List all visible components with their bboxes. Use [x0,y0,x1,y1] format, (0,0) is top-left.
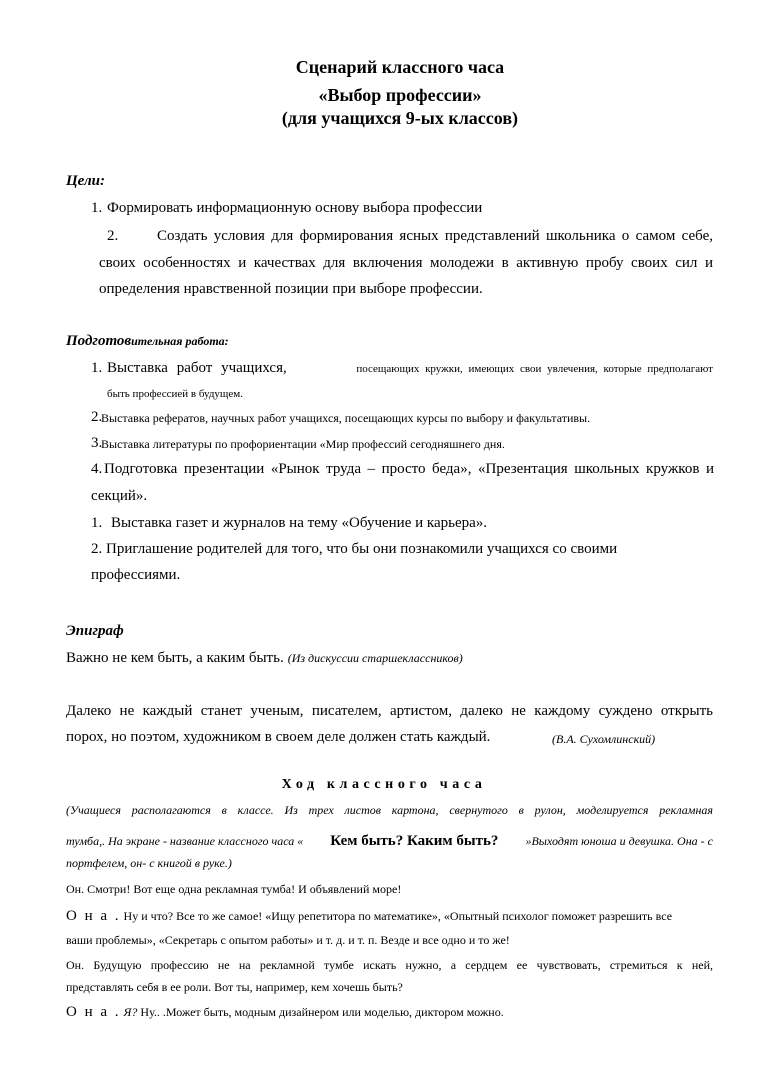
dialogue-2-speaker: О н а . [66,908,121,924]
prep-item-6-number: 2. [91,541,103,557]
course-intro-line2-end: »Выходят юноша и девушка. Она - с [525,834,713,848]
goals-item-2-line3: определения нравственной позиции при выборе профессии. [99,281,483,297]
dialogue-2-text: Ну и что? Все то же самое! «Ищу репетитора по математике», «Опытный психолог поможет разрешить все [123,909,673,923]
prep-heading-part2: ительная работа: [131,334,229,348]
prep-item-4-number: 4. [91,461,103,477]
prep-item-2: Выставка рефератов, научных работ учащихся, посещающих курсы по выбору и факультативы. [101,411,591,425]
epigraph-source: (Из дискуссии старшеклассников) [287,651,463,665]
prep-item-6-line2: профессиями. [91,567,181,583]
course-intro-line1: (Учащиеся располагаются в классе. Из трех листов картона, свернутого в рулон, моделируется рекламная [66,803,713,817]
dialogue-1: Он. Смотри! Вот еще одна рекламная тумба! И объявлений море! [66,882,402,896]
prep-item-1-main: Выставка работ учащихся, [107,360,287,376]
epigraph-heading: Эпиграф [66,623,124,639]
quote-author: (В.А. Сухомлинский) [552,732,656,746]
prep-item-3: Выставка литературы по профориентации «Мир профессий сегодняшнего дня. [101,437,505,451]
prep-item-4-line1: Подготовка презентации «Рынок труда – просто беда», «Презентация школьных кружков и [104,461,714,477]
prep-item-3-number: 3. [91,435,103,451]
dialogue-3-line2: представлять себя в ее роли. Вот ты, например, кем хочешь быть? [66,980,403,994]
prep-item-1-detail: посещающих кружки, имеющих свои увлечения, которые предполагают [356,363,713,375]
course-heading: Ход классного часа [281,777,487,792]
goals-item-1-number: 1. [91,200,103,216]
prep-item-1-line2: быть профессией в будущем. [107,388,243,400]
prep-heading-part1: Подготов [66,333,132,349]
goals-item-2-number: 2. [107,228,119,244]
prep-item-5-number: 1. [91,515,103,531]
course-intro-line2 [66,833,713,850]
course-intro-line2-start: тумба,. На экране - название классного часа « [66,834,304,848]
dialogue-4-pronoun: Я? [123,1005,138,1019]
dialogue-4 [66,1004,504,1021]
prep-item-6-line1: Приглашение родителей для того, что бы они познакомили учащихся со своими [106,541,618,557]
epigraph-line [66,649,463,667]
course-intro-class-name: Кем быть? Каким быть? [330,833,499,849]
quote-line1: Далеко не каждый станет ученым, писателем, артистом, далеко не каждому суждено открыть [66,703,713,719]
doc-title-line1: Сценарий классного часа [295,57,505,77]
goals-heading: Цели: [66,173,105,189]
dialogue-4-text: Ну.. .Может быть, модным дизайнером или моделью, диктором можно. [140,1005,504,1019]
dialogue-3-line1: Он. Будущую профессию не на рекламной тумбе искать нужно, а сердцем ее чувствовать, стремиться к ней, [66,958,713,972]
quote-line2: порох, но поэтом, художником в своем деле должен стать каждый. [66,729,491,745]
epigraph-text: Важно не кем быть, а каким быть. [66,650,284,666]
dialogue-2-line1 [66,908,713,925]
goals-item-1: Формировать информационную основу выбора профессии [107,200,483,216]
prep-item-1-line1 [107,360,713,377]
prep-item-1-number: 1. [91,360,103,376]
dialogue-2-line2: ваши проблемы», «Секретарь с опытом работы» и т. д. и т. п. Везде и все одно и то же! [66,933,510,947]
course-intro-line3: портфелем, он- с книгой в руке.) [66,856,232,870]
goals-item-2-line1: Создать условия для формирования ясных представлений школьника о самом себе, [157,228,713,244]
goals-item-2-line2: своих особенностях и качествах для включения молодежи в активную пробу своих сил и [99,255,713,271]
doc-title-line3: (для учащихся 9-ых классов) [281,108,519,128]
doc-title-line2: «Выбор профессии» [318,85,482,105]
prep-item-2-number: 2. [91,409,103,425]
prep-item-4-line2: секций». [91,488,148,504]
prep-item-5: Выставка газет и журналов на тему «Обучение и карьера». [111,515,488,531]
prep-heading [66,332,229,350]
dialogue-4-speaker: О н а . [66,1004,121,1020]
